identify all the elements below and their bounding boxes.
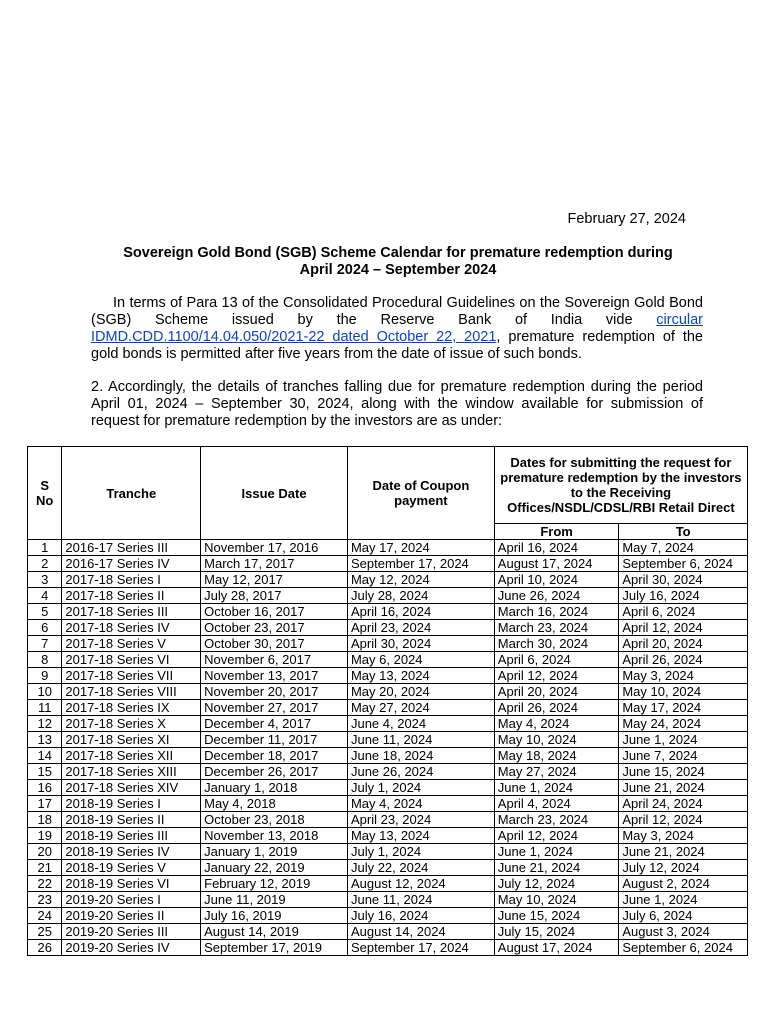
cell-from-date: May 10, 2024: [494, 892, 619, 908]
cell-coupon-date: July 22, 2024: [347, 860, 494, 876]
cell-sno: 19: [28, 828, 62, 844]
cell-from-date: June 15, 2024: [494, 908, 619, 924]
cell-issue-date: November 20, 2017: [201, 684, 348, 700]
cell-coupon-date: July 16, 2024: [347, 908, 494, 924]
cell-sno: 20: [28, 844, 62, 860]
cell-from-date: March 23, 2024: [494, 812, 619, 828]
table-row: [28, 604, 748, 620]
cell-coupon-date: June 11, 2024: [347, 732, 494, 748]
cell-issue-date: October 23, 2018: [201, 812, 348, 828]
cell-to-date: April 24, 2024: [619, 796, 748, 812]
cell-from-date: May 4, 2024: [494, 716, 619, 732]
cell-sno: 25: [28, 924, 62, 940]
header-to: To: [619, 524, 748, 540]
title-line-2: April 2024 – September 2024: [299, 262, 497, 278]
cell-tranche: 2018-19 Series VI: [62, 876, 201, 892]
cell-from-date: April 16, 2024: [494, 540, 619, 556]
cell-issue-date: September 17, 2019: [201, 940, 348, 956]
table-row: [28, 876, 748, 892]
cell-issue-date: November 17, 2016: [201, 540, 348, 556]
table-row: [28, 860, 748, 876]
cell-sno: 17: [28, 796, 62, 812]
cell-sno: 4: [28, 588, 62, 604]
page-title: [60, 245, 736, 279]
table-row: [28, 652, 748, 668]
title-line-1: Sovereign Gold Bond (SGB) Scheme Calendar for premature redemption during: [123, 245, 673, 261]
cell-to-date: May 10, 2024: [619, 684, 748, 700]
cell-coupon-date: May 12, 2024: [347, 572, 494, 588]
cell-to-date: April 6, 2024: [619, 604, 748, 620]
table-row: [28, 732, 748, 748]
cell-to-date: September 6, 2024: [619, 556, 748, 572]
cell-from-date: April 6, 2024: [494, 652, 619, 668]
cell-from-date: June 1, 2024: [494, 780, 619, 796]
table-row: [28, 716, 748, 732]
cell-sno: 26: [28, 940, 62, 956]
cell-tranche: 2017-18 Series IV: [62, 620, 201, 636]
cell-sno: 9: [28, 668, 62, 684]
cell-issue-date: August 14, 2019: [201, 924, 348, 940]
cell-to-date: April 20, 2024: [619, 636, 748, 652]
cell-tranche: 2019-20 Series II: [62, 908, 201, 924]
circular-link[interactable]: circular IDMD.CDD.1100/14.04.050/2021-22 dated October 22, 2021: [91, 312, 703, 345]
table-row: [28, 556, 748, 572]
cell-to-date: May 3, 2024: [619, 828, 748, 844]
cell-coupon-date: September 17, 2024: [347, 940, 494, 956]
cell-from-date: April 4, 2024: [494, 796, 619, 812]
cell-from-date: April 12, 2024: [494, 828, 619, 844]
cell-sno: 7: [28, 636, 62, 652]
cell-issue-date: January 1, 2018: [201, 780, 348, 796]
cell-issue-date: March 17, 2017: [201, 556, 348, 572]
cell-from-date: May 18, 2024: [494, 748, 619, 764]
header-sno: S No: [28, 447, 62, 540]
intro-paragraph: [91, 295, 703, 363]
cell-tranche: 2019-20 Series I: [62, 892, 201, 908]
cell-issue-date: November 6, 2017: [201, 652, 348, 668]
cell-coupon-date: June 26, 2024: [347, 764, 494, 780]
cell-issue-date: November 13, 2017: [201, 668, 348, 684]
table-row: [28, 812, 748, 828]
cell-to-date: July 16, 2024: [619, 588, 748, 604]
cell-tranche: 2017-18 Series XII: [62, 748, 201, 764]
cell-from-date: April 10, 2024: [494, 572, 619, 588]
cell-coupon-date: May 4, 2024: [347, 796, 494, 812]
table-row: [28, 844, 748, 860]
cell-from-date: March 16, 2024: [494, 604, 619, 620]
cell-coupon-date: April 16, 2024: [347, 604, 494, 620]
cell-coupon-date: May 20, 2024: [347, 684, 494, 700]
cell-coupon-date: August 12, 2024: [347, 876, 494, 892]
cell-tranche: 2018-19 Series I: [62, 796, 201, 812]
cell-from-date: June 26, 2024: [494, 588, 619, 604]
cell-tranche: 2016-17 Series IV: [62, 556, 201, 572]
cell-from-date: April 26, 2024: [494, 700, 619, 716]
details-paragraph: 2. Accordingly, the details of tranches falling due for premature redemption during the period April 01, 2024 – September 30, 2024, along with the window available for submission of request for premature redemption by the investors are as under:: [91, 379, 703, 429]
cell-to-date: May 3, 2024: [619, 668, 748, 684]
cell-issue-date: December 26, 2017: [201, 764, 348, 780]
cell-issue-date: July 16, 2019: [201, 908, 348, 924]
cell-issue-date: January 22, 2019: [201, 860, 348, 876]
cell-sno: 23: [28, 892, 62, 908]
cell-issue-date: July 28, 2017: [201, 588, 348, 604]
cell-sno: 24: [28, 908, 62, 924]
cell-coupon-date: April 30, 2024: [347, 636, 494, 652]
cell-to-date: June 21, 2024: [619, 780, 748, 796]
cell-coupon-date: May 27, 2024: [347, 700, 494, 716]
cell-issue-date: November 27, 2017: [201, 700, 348, 716]
redemption-calendar-table: [27, 446, 748, 956]
cell-issue-date: October 16, 2017: [201, 604, 348, 620]
cell-from-date: June 21, 2024: [494, 860, 619, 876]
table-row: [28, 828, 748, 844]
intro-text-before-link: In terms of Para 13 of the Consolidated Procedural Guidelines on the Sovereign Gold Bond (SGB) Scheme issued by the Reserve Bank of India vide: [91, 295, 703, 328]
cell-sno: 22: [28, 876, 62, 892]
cell-coupon-date: May 13, 2024: [347, 668, 494, 684]
cell-to-date: June 1, 2024: [619, 732, 748, 748]
cell-to-date: May 24, 2024: [619, 716, 748, 732]
cell-sno: 10: [28, 684, 62, 700]
cell-to-date: June 21, 2024: [619, 844, 748, 860]
cell-tranche: 2017-18 Series XIII: [62, 764, 201, 780]
cell-to-date: August 2, 2024: [619, 876, 748, 892]
table-row: [28, 636, 748, 652]
cell-to-date: June 15, 2024: [619, 764, 748, 780]
table-row: [28, 892, 748, 908]
table-header-row: [28, 447, 748, 524]
cell-coupon-date: July 1, 2024: [347, 844, 494, 860]
cell-sno: 21: [28, 860, 62, 876]
cell-tranche: 2017-18 Series III: [62, 604, 201, 620]
cell-sno: 13: [28, 732, 62, 748]
intro-text-after-link: , premature redemption of the gold bonds is permitted after five years from the date of issue of such bonds.: [91, 329, 703, 362]
cell-coupon-date: May 17, 2024: [347, 540, 494, 556]
cell-sno: 6: [28, 620, 62, 636]
table-row: [28, 780, 748, 796]
cell-from-date: March 30, 2024: [494, 636, 619, 652]
table-row: [28, 684, 748, 700]
cell-tranche: 2017-18 Series VIII: [62, 684, 201, 700]
cell-tranche: 2017-18 Series XI: [62, 732, 201, 748]
table-body: [28, 540, 748, 956]
header-from: From: [494, 524, 619, 540]
cell-from-date: August 17, 2024: [494, 556, 619, 572]
cell-coupon-date: June 18, 2024: [347, 748, 494, 764]
cell-issue-date: December 4, 2017: [201, 716, 348, 732]
cell-to-date: September 6, 2024: [619, 940, 748, 956]
header-redemption-window: Dates for submitting the request for premature redemption by the investors to the Receiving Offices/NSDL/CDSL/RBI Retail Direct: [494, 447, 747, 524]
cell-to-date: June 7, 2024: [619, 748, 748, 764]
cell-tranche: 2018-19 Series II: [62, 812, 201, 828]
cell-sno: 18: [28, 812, 62, 828]
cell-from-date: April 12, 2024: [494, 668, 619, 684]
table-row: [28, 748, 748, 764]
cell-sno: 5: [28, 604, 62, 620]
header-coupon-date: Date of Coupon payment: [347, 447, 494, 540]
cell-issue-date: December 18, 2017: [201, 748, 348, 764]
cell-sno: 2: [28, 556, 62, 572]
cell-to-date: April 30, 2024: [619, 572, 748, 588]
cell-issue-date: February 12, 2019: [201, 876, 348, 892]
cell-coupon-date: July 1, 2024: [347, 780, 494, 796]
cell-tranche: 2017-18 Series I: [62, 572, 201, 588]
cell-coupon-date: September 17, 2024: [347, 556, 494, 572]
cell-tranche: 2017-18 Series II: [62, 588, 201, 604]
cell-tranche: 2018-19 Series IV: [62, 844, 201, 860]
cell-sno: 12: [28, 716, 62, 732]
cell-from-date: May 10, 2024: [494, 732, 619, 748]
cell-from-date: July 15, 2024: [494, 924, 619, 940]
cell-sno: 3: [28, 572, 62, 588]
cell-from-date: March 23, 2024: [494, 620, 619, 636]
cell-from-date: August 17, 2024: [494, 940, 619, 956]
cell-coupon-date: June 11, 2024: [347, 892, 494, 908]
cell-to-date: May 17, 2024: [619, 700, 748, 716]
cell-to-date: July 12, 2024: [619, 860, 748, 876]
cell-to-date: April 26, 2024: [619, 652, 748, 668]
cell-issue-date: May 12, 2017: [201, 572, 348, 588]
table-row: [28, 620, 748, 636]
cell-tranche: 2019-20 Series III: [62, 924, 201, 940]
cell-tranche: 2017-18 Series VI: [62, 652, 201, 668]
cell-tranche: 2016-17 Series III: [62, 540, 201, 556]
cell-sno: 8: [28, 652, 62, 668]
cell-tranche: 2017-18 Series IX: [62, 700, 201, 716]
cell-from-date: April 20, 2024: [494, 684, 619, 700]
cell-to-date: May 7, 2024: [619, 540, 748, 556]
cell-tranche: 2017-18 Series VII: [62, 668, 201, 684]
cell-sno: 16: [28, 780, 62, 796]
cell-coupon-date: April 23, 2024: [347, 620, 494, 636]
table-row: [28, 588, 748, 604]
cell-coupon-date: June 4, 2024: [347, 716, 494, 732]
cell-from-date: June 1, 2024: [494, 844, 619, 860]
cell-sno: 14: [28, 748, 62, 764]
cell-tranche: 2017-18 Series XIV: [62, 780, 201, 796]
cell-issue-date: October 23, 2017: [201, 620, 348, 636]
cell-issue-date: January 1, 2019: [201, 844, 348, 860]
cell-to-date: July 6, 2024: [619, 908, 748, 924]
table-row: [28, 572, 748, 588]
cell-tranche: 2017-18 Series V: [62, 636, 201, 652]
cell-issue-date: October 30, 2017: [201, 636, 348, 652]
table-row: [28, 668, 748, 684]
cell-issue-date: June 11, 2019: [201, 892, 348, 908]
cell-sno: 11: [28, 700, 62, 716]
document-date: February 27, 2024: [567, 211, 686, 227]
cell-issue-date: November 13, 2018: [201, 828, 348, 844]
cell-tranche: 2018-19 Series V: [62, 860, 201, 876]
cell-tranche: 2017-18 Series X: [62, 716, 201, 732]
cell-coupon-date: April 23, 2024: [347, 812, 494, 828]
cell-coupon-date: July 28, 2024: [347, 588, 494, 604]
cell-to-date: April 12, 2024: [619, 812, 748, 828]
table-row: [28, 796, 748, 812]
cell-to-date: August 3, 2024: [619, 924, 748, 940]
cell-coupon-date: August 14, 2024: [347, 924, 494, 940]
cell-sno: 1: [28, 540, 62, 556]
cell-tranche: 2019-20 Series IV: [62, 940, 201, 956]
table-row: [28, 924, 748, 940]
cell-tranche: 2018-19 Series III: [62, 828, 201, 844]
cell-sno: 15: [28, 764, 62, 780]
table-row: [28, 764, 748, 780]
table-row: [28, 940, 748, 956]
table-row: [28, 908, 748, 924]
cell-issue-date: December 11, 2017: [201, 732, 348, 748]
table-row: [28, 540, 748, 556]
cell-coupon-date: May 6, 2024: [347, 652, 494, 668]
header-issue-date: Issue Date: [201, 447, 348, 540]
table-row: [28, 700, 748, 716]
header-tranche: Tranche: [62, 447, 201, 540]
cell-from-date: July 12, 2024: [494, 876, 619, 892]
cell-issue-date: May 4, 2018: [201, 796, 348, 812]
cell-to-date: April 12, 2024: [619, 620, 748, 636]
cell-coupon-date: May 13, 2024: [347, 828, 494, 844]
cell-to-date: June 1, 2024: [619, 892, 748, 908]
cell-from-date: May 27, 2024: [494, 764, 619, 780]
